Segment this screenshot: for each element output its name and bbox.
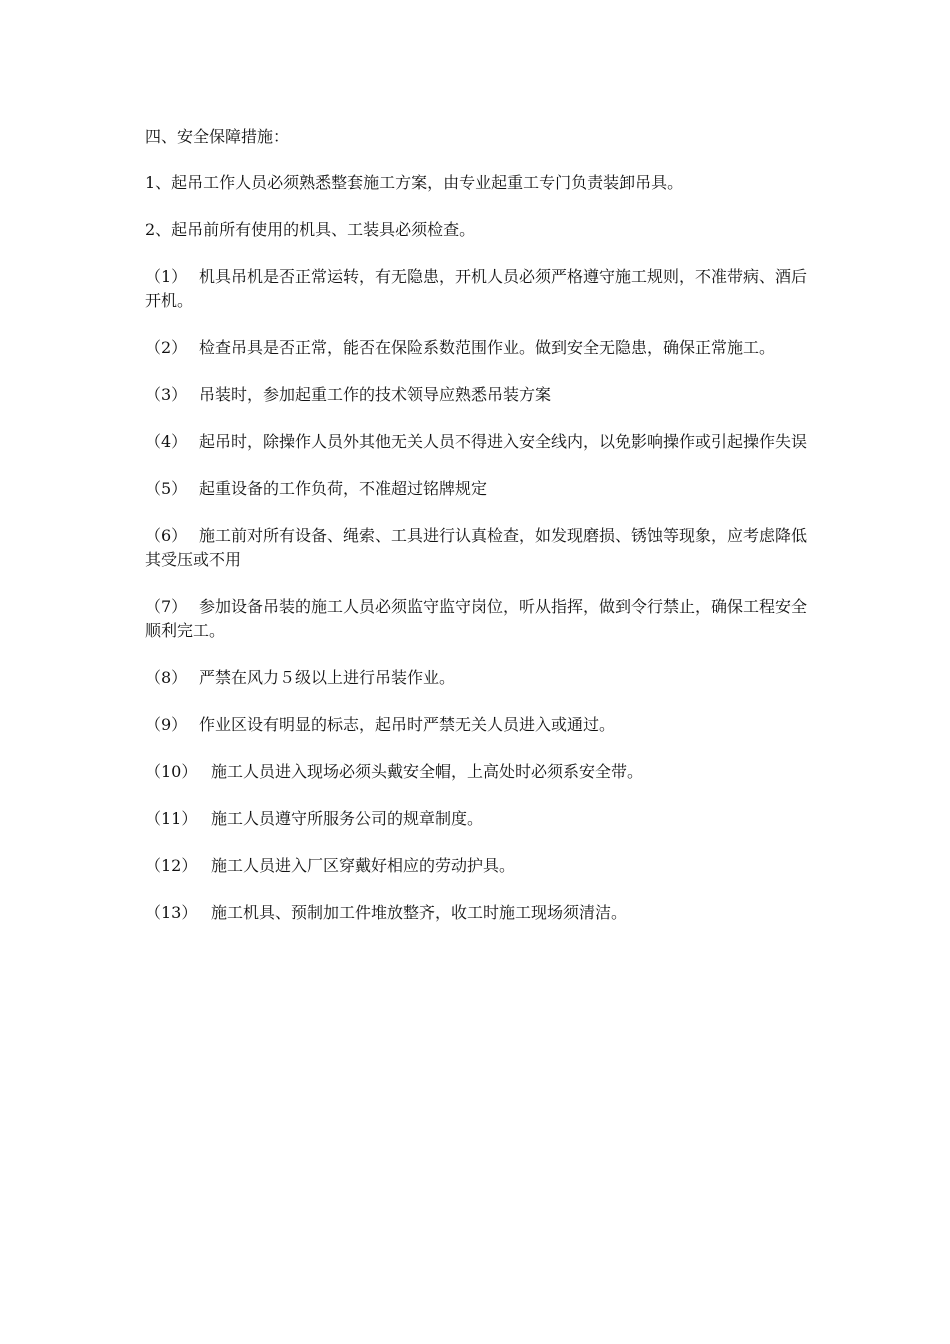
list-item [145, 901, 810, 925]
list-item [145, 807, 810, 831]
list-item [145, 477, 810, 501]
list-item-number: （11） [145, 809, 198, 828]
list-item-text: 吊装时，参加起重工作的技术领导应熟悉吊装方案 [199, 385, 552, 404]
list-item-number: （6） [145, 526, 188, 545]
list-item-number: （13） [145, 903, 198, 922]
list-item [145, 854, 810, 878]
list-item-number: （5） [145, 479, 188, 498]
list-item-text: 施工人员进入现场必须头戴安全帽，上高处时必须系安全带。 [211, 762, 644, 781]
paragraph-1: 1、起吊工作人员必须熟悉整套施工方案，由专业起重工专门负责装卸吊具。 [145, 173, 684, 192]
list-item-text: 施工前对所有设备、绳索、工具进行认真检查，如发现磨损、锈蚀等现象，应考虑降低其受压或不用 [145, 526, 808, 569]
list-item-text: 检查吊具是否正常，能否在保险系数范围作业。做到安全无隐患，确保正常施工。 [199, 338, 776, 357]
list-item [145, 430, 810, 454]
list-item [145, 760, 810, 784]
list-item-text: 施工人员遵守所服务公司的规章制度。 [211, 809, 484, 828]
list-item-number: （10） [145, 762, 198, 781]
list-item [145, 265, 810, 313]
list-item [145, 666, 810, 690]
list-item-text: 施工人员进入厂区穿戴好相应的劳动护具。 [211, 856, 516, 875]
list-item-number: （3） [145, 385, 188, 404]
list-item-number: （9） [145, 715, 188, 734]
list-item-number: （1） [145, 267, 188, 286]
section-heading: 四、安全保障措施： [145, 127, 290, 146]
list-item-number: （4） [145, 432, 188, 451]
list-item-text: 机具吊机是否正常运转，有无隐患，开机人员必须严格遵守施工规则，不准带病、酒后开机。 [145, 267, 808, 310]
list-item-number: （7） [145, 597, 188, 616]
list-item [145, 524, 810, 572]
list-item-number: （8） [145, 668, 188, 687]
list-item-text: 施工机具、预制加工件堆放整齐，收工时施工现场须清洁。 [211, 903, 628, 922]
document-body [145, 125, 810, 948]
list-item-text: 严禁在风力５级以上进行吊装作业。 [199, 668, 456, 687]
list-item-text: 参加设备吊装的施工人员必须监守监守岗位，听从指挥，做到令行禁止，确保工程安全顺利完工。 [145, 597, 808, 640]
list-item-number: （2） [145, 338, 188, 357]
list-item [145, 595, 810, 643]
list-item-text: 作业区设有明显的标志，起吊时严禁无关人员进入或通过。 [199, 715, 616, 734]
paragraph-2: 2、起吊前所有使用的机具、工装具必须检查。 [145, 220, 476, 239]
list-item [145, 713, 810, 737]
list-item-text: 起吊时，除操作人员外其他无关人员不得进入安全线内，以免影响操作或引起操作失误 [199, 432, 808, 451]
list-item-text: 起重设备的工作负荷，不准超过铭牌规定 [199, 479, 488, 498]
list-item [145, 336, 810, 360]
list-item-number: （12） [145, 856, 198, 875]
list-item [145, 383, 810, 407]
